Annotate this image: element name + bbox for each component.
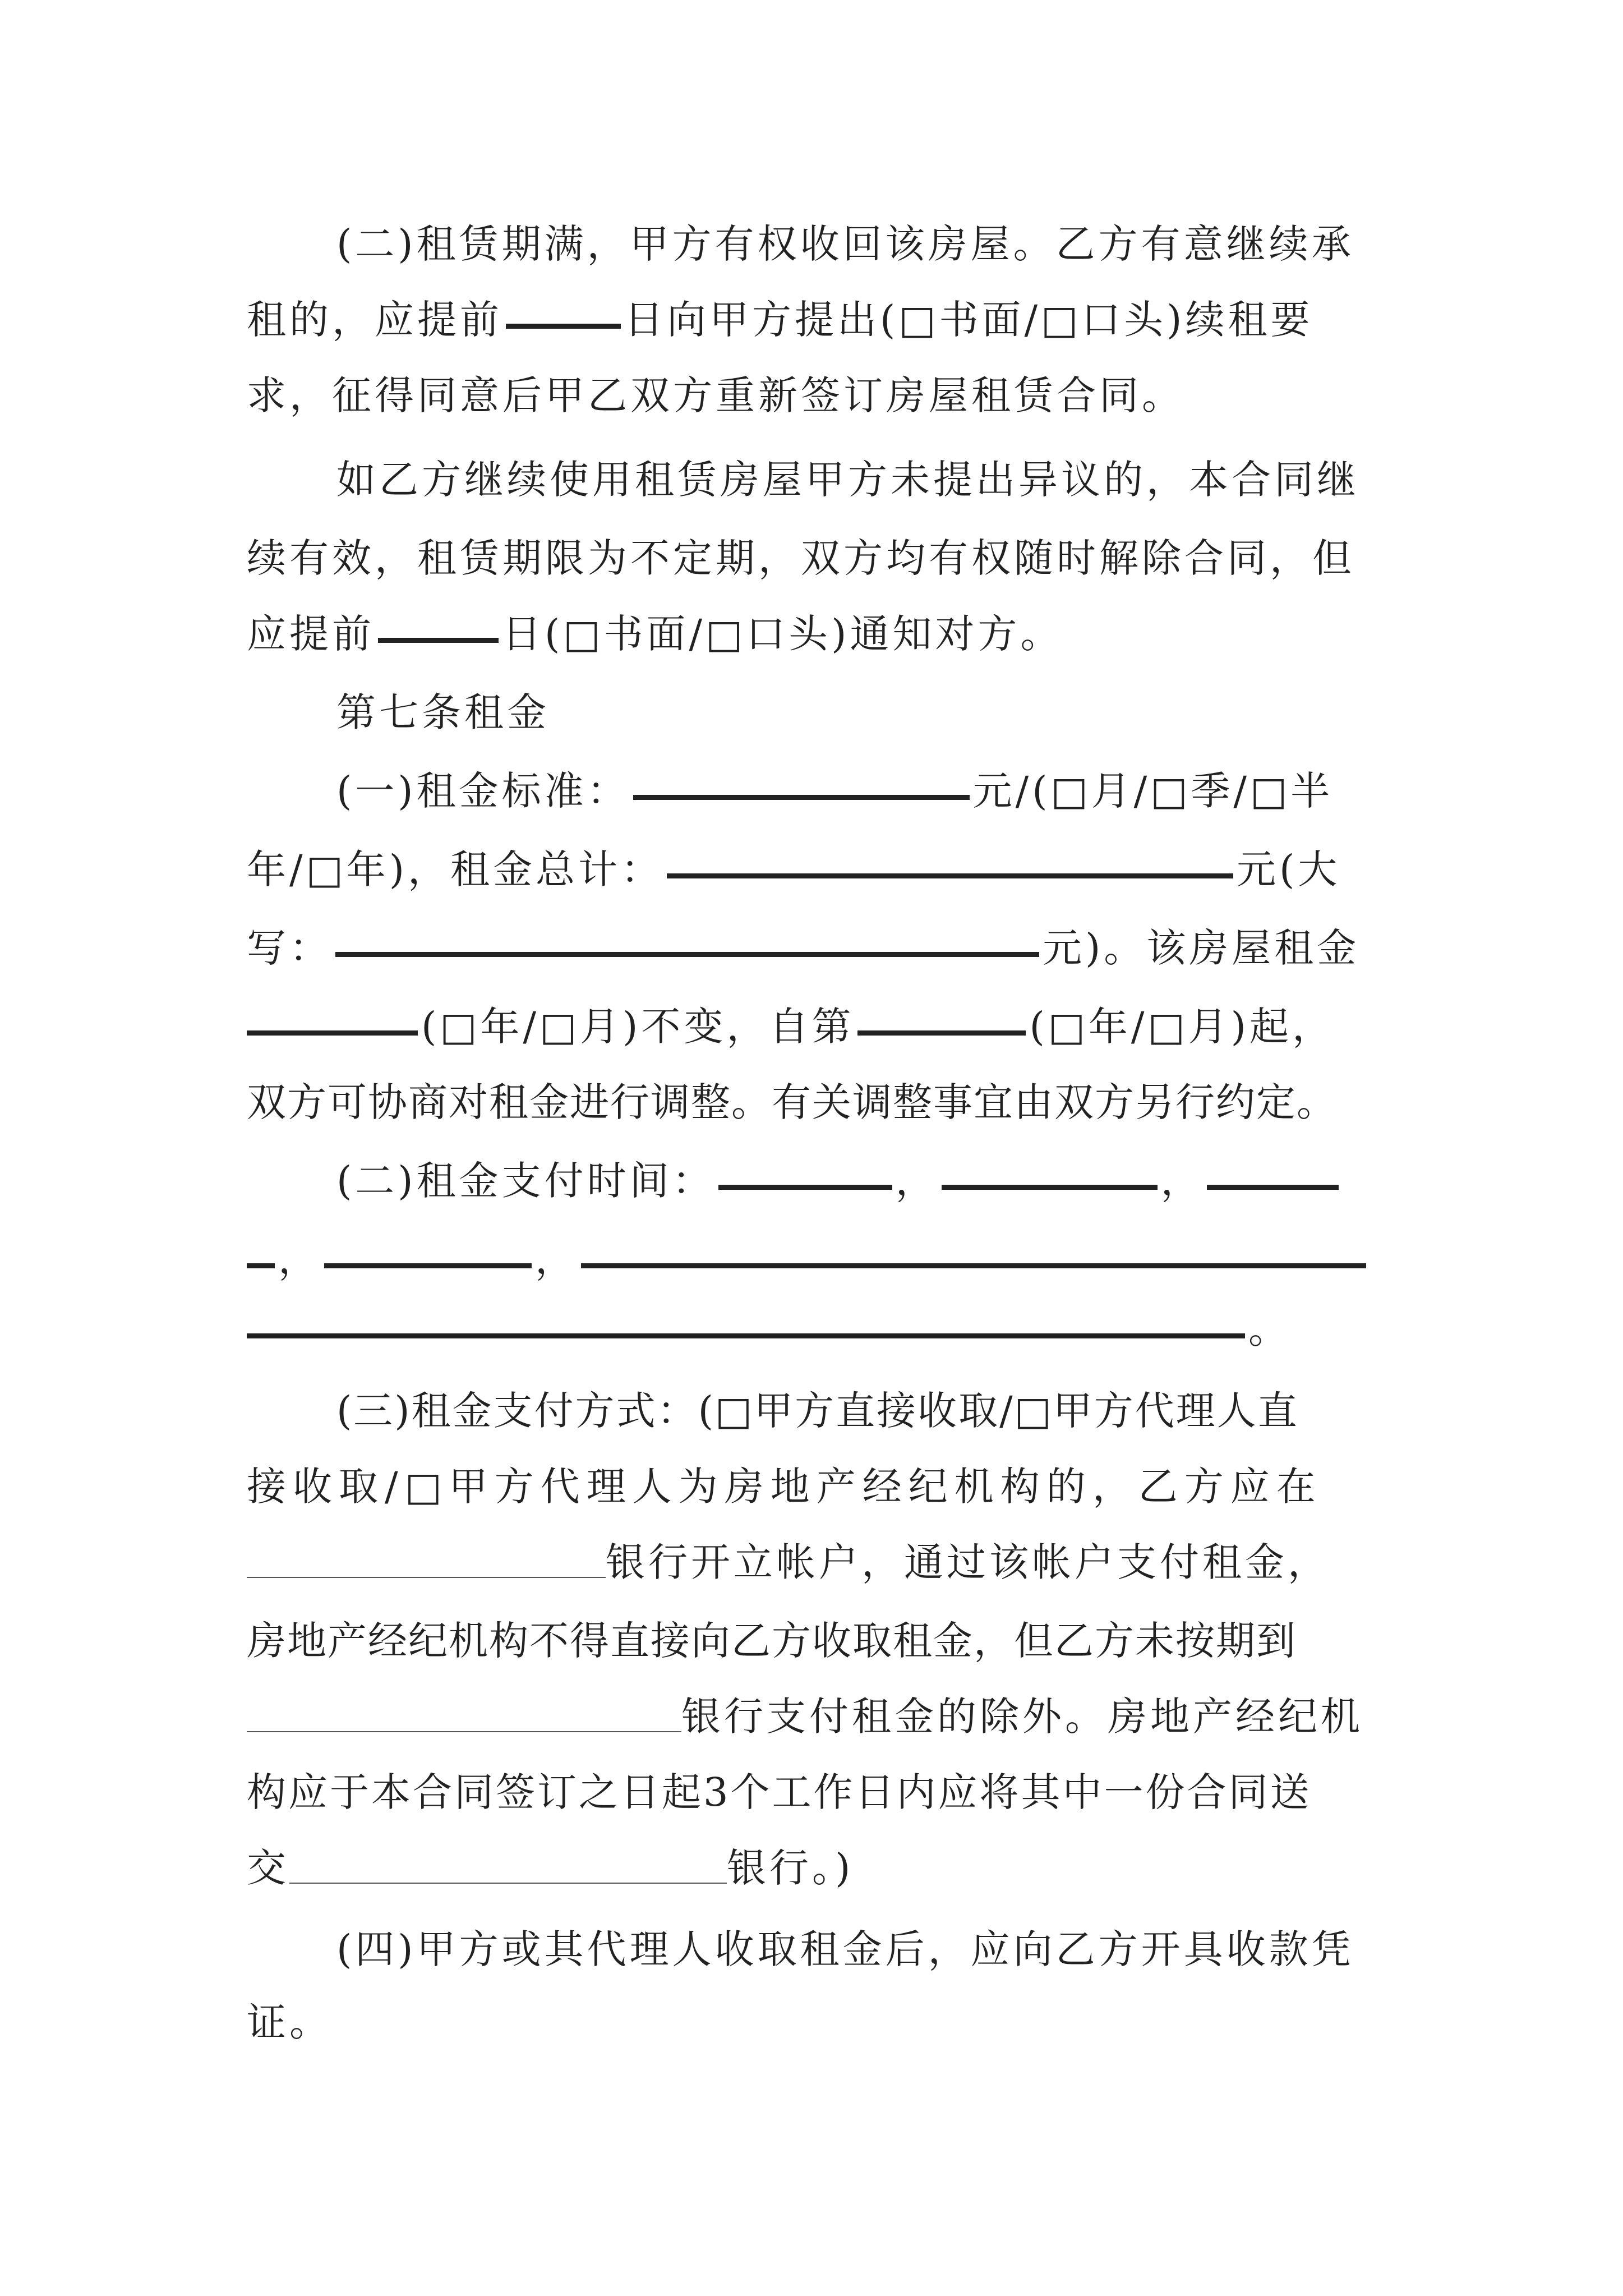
lease-expiry-line-2 — [247, 286, 1313, 353]
text: 银行。) — [727, 1845, 854, 1891]
rent-standard-line-4 — [247, 993, 1335, 1060]
text: (二)租金支付时间： — [336, 1158, 715, 1204]
receipt-line-1: (四)甲方或其代理人收取租金后，应向乙方开具收款凭 — [336, 1926, 1354, 1972]
text: 元)。该房屋租金 — [1043, 925, 1360, 971]
notice-days-blank-2[interactable] — [378, 638, 499, 643]
rent-fixed-period-blank[interactable] — [247, 1030, 418, 1036]
text: 日向甲方提出(□书面/□口头)续租要 — [624, 297, 1313, 343]
payment-time-blank-3-cont[interactable] — [247, 1263, 275, 1268]
payment-time-blank-5-cont[interactable] — [247, 1333, 1245, 1338]
text: 年/□年)，租金总计： — [247, 846, 664, 892]
period: 。 — [1248, 1306, 1291, 1352]
continue-use-line-2: 续有效，租赁期限为不定期，双方均有权随时解除合同，但 — [247, 535, 1355, 581]
text: 元(大 — [1237, 846, 1341, 892]
text: (一)租金标准： — [336, 768, 630, 814]
payment-method-line-1: (三)租金支付方式：(□甲方直接收取/□甲方代理人直 — [336, 1388, 1299, 1434]
rent-adjust-from-blank[interactable] — [857, 1030, 1026, 1036]
text: 元/(□月/□季/□半 — [972, 768, 1334, 814]
separator: ， — [1160, 1158, 1204, 1204]
bank-name-blank-2[interactable] — [247, 1731, 681, 1732]
payment-time-blank-5[interactable] — [581, 1263, 1366, 1268]
payment-time-line-2 — [247, 1226, 1370, 1293]
text: 租的，应提前 — [247, 297, 502, 343]
payment-method-line-6: 构应于本合同签订之日起3个工作日内应将其中一份合同送 — [247, 1769, 1312, 1815]
bank-name-blank-1[interactable] — [247, 1577, 606, 1578]
article-7-heading: 第七条租金 — [336, 689, 550, 735]
continue-use-line-1: 如乙方继续使用租赁房屋甲方未提出异议的，本合同继 — [336, 457, 1359, 503]
separator: ， — [278, 1236, 321, 1282]
payment-method-line-2: 接收取/□甲方代理人为房地产经纪机构的，乙方应在 — [247, 1464, 1322, 1510]
payment-time-blank-3[interactable] — [1207, 1185, 1339, 1190]
payment-time-blank-1[interactable] — [718, 1185, 892, 1190]
payment-method-line-3 — [247, 1529, 1330, 1596]
lease-expiry-line-3: 求，征得同意后甲乙双方重新签订房屋租赁合同。 — [247, 372, 1184, 418]
notice-days-blank[interactable] — [506, 324, 621, 329]
text: 银行支付租金的除外。房地产经纪机 — [681, 1694, 1363, 1740]
text: 交 — [247, 1845, 289, 1891]
payment-time-blank-2[interactable] — [942, 1185, 1158, 1190]
bank-name-blank-3[interactable] — [289, 1883, 727, 1884]
separator: ， — [535, 1236, 578, 1282]
text: 写： — [247, 925, 332, 971]
payment-time-line-3 — [247, 1296, 1291, 1363]
rent-amount-blank[interactable] — [633, 795, 970, 800]
continue-use-line-3 — [247, 600, 1063, 668]
text: (□年/□月)不变，自第 — [421, 1004, 855, 1050]
payment-time-blank-4[interactable] — [324, 1263, 532, 1268]
payment-method-line-4: 房地产经纪机构不得直接向乙方收取租金，但乙方未按期到 — [247, 1618, 1297, 1664]
rent-standard-line-3 — [247, 914, 1359, 982]
rent-standard-line-1 — [336, 757, 1333, 825]
receipt-line-2: 证。 — [247, 1999, 332, 2045]
payment-method-line-7 — [247, 1834, 854, 1902]
separator: ， — [895, 1158, 938, 1204]
text: 应提前 — [247, 611, 375, 657]
text: 银行开立帐户，通过该帐户支付租金， — [606, 1539, 1330, 1585]
text: 日(□书面/□口头)通知对方。 — [502, 611, 1063, 657]
text: (□年/□月)起， — [1029, 1004, 1335, 1050]
rent-total-blank[interactable] — [667, 873, 1233, 878]
lease-expiry-line-1: (二)租赁期满，甲方有权收回该房屋。乙方有意继续承 — [336, 221, 1354, 267]
rent-standard-line-5: 双方可协商对租金进行调整。有关调整事宜由双方另行约定。 — [247, 1079, 1337, 1125]
payment-time-line-1 — [336, 1147, 1342, 1214]
payment-method-line-5 — [247, 1683, 1363, 1750]
rent-standard-line-2 — [247, 836, 1340, 903]
rent-total-uppercase-blank[interactable] — [335, 952, 1039, 957]
